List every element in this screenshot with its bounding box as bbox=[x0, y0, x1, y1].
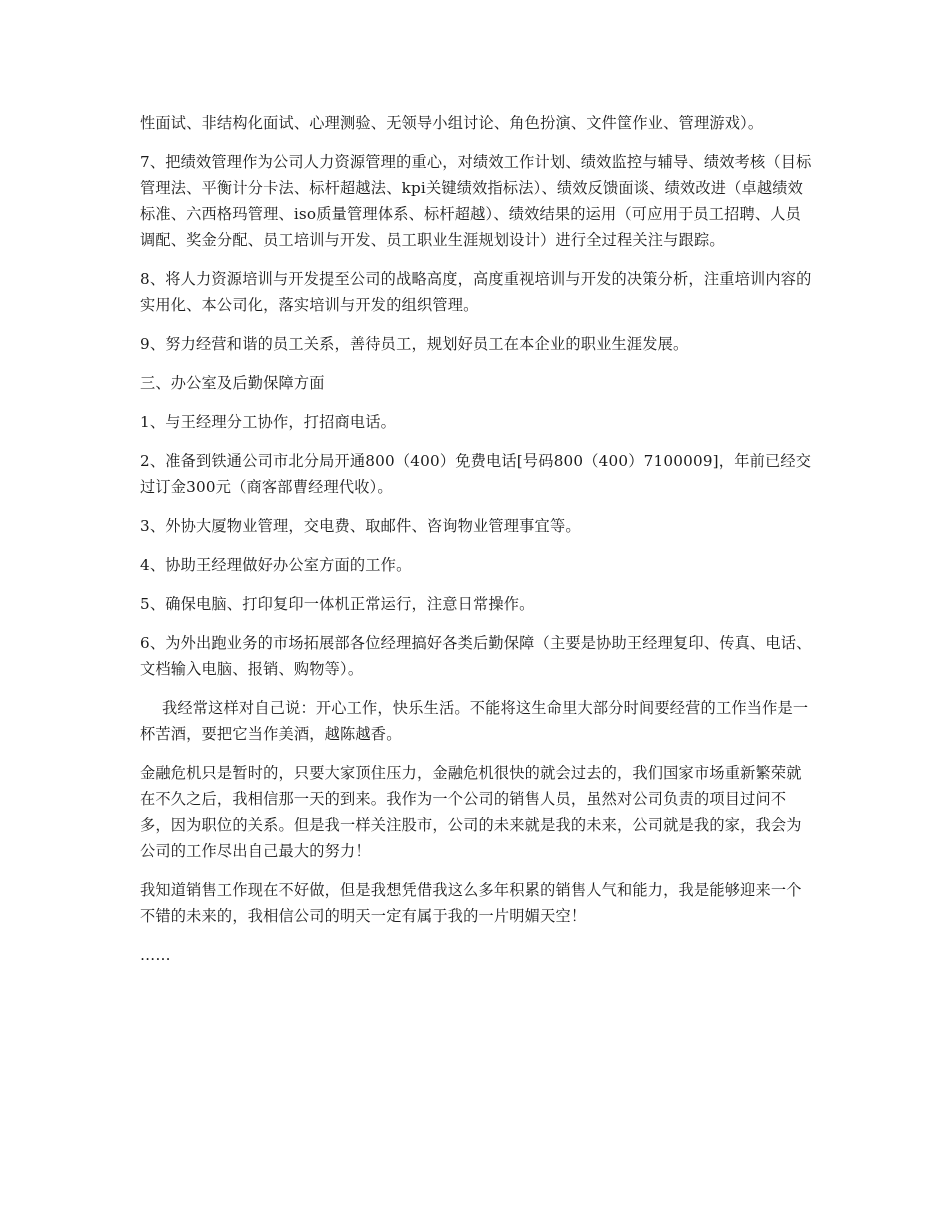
paragraph-item-3: 3、外协大厦物业管理，交电费、取邮件、咨询物业管理事宜等。 bbox=[140, 517, 581, 535]
paragraph-employee-relations: 9、努力经营和谐的员工关系，善待员工，规划好员工在本企业的职业生涯发展。 bbox=[140, 335, 689, 353]
section-heading-office-logistics: 三、办公室及后勤保障方面 bbox=[140, 374, 325, 392]
paragraph-item-1: 1、与王经理分工协作，打招商电话。 bbox=[140, 413, 397, 431]
paragraph-sales-outlook: 我知道销售工作现在不好做，但是我想凭借我这么多年积累的销售人气和能力，我是能够迎来一个不错的未来的，我相信公司的明天一定有属于我的一片明媚天空！ bbox=[140, 881, 802, 925]
paragraph-interview-methods: 性面试、非结构化面试、心理测验、无领导小组讨论、角色扮演、文件筐作业、管理游戏）。 bbox=[140, 114, 764, 132]
paragraph-item-5: 5、确保电脑、打印复印一体机正常运行，注意日常操作。 bbox=[140, 595, 535, 613]
paragraph-item-2: 2、准备到铁通公司市北分局开通800（400）免费电话[号码800（400）7100009]，年前已经交过订金300元（商客部曹经理代收）。 bbox=[140, 452, 812, 496]
paragraph-performance-management: 7、把绩效管理作为公司人力资源管理的重心，对绩效工作计划、绩效监控与辅导、绩效考核（目标管理法、平衡计分卡法、标杆超越法、kpi关键绩效指标法）、绩效反馈面谈、绩效改进（卓越绩效标准、六西格玛管理、iso质量管理体系、标杆超越）、绩效结果的运用（可应用于员工招聘、人员调配、奖金分配、员工培训与开发、员工职业生涯规划设计）进行全过程关注与跟踪。 bbox=[140, 153, 812, 249]
paragraph-ellipsis: …… bbox=[140, 946, 171, 964]
paragraph-motto: 我经常这样对自己说：开心工作，快乐生活。不能将这生命里大部分时间要经营的工作当作是一杯苦酒，要把它当作美酒，越陈越香。 bbox=[140, 699, 809, 743]
paragraph-training-development: 8、将人力资源培训与开发提至公司的战略高度，高度重视培训与开发的决策分析，注重培训内容的实用化、本公司化，落实培训与开发的组织管理。 bbox=[140, 270, 812, 314]
document-page bbox=[140, 110, 812, 981]
paragraph-financial-crisis: 金融危机只是暂时的，只要大家顶住压力，金融危机很快的就会过去的，我们国家市场重新繁荣就在不久之后，我相信那一天的到来。我作为一个公司的销售人员，虽然对公司负责的项目过问不多，因为职位的关系。但是我一样关注股市，公司的未来就是我的未来，公司就是我的家，我会为公司的工作尽出自己最大的努力！ bbox=[140, 764, 802, 860]
paragraph-item-6: 6、为外出跑业务的市场拓展部各位经理搞好各类后勤保障（主要是协助王经理复印、传真、电话、文档输入电脑、报销、购物等）。 bbox=[140, 634, 812, 678]
paragraph-item-4: 4、协助王经理做好办公室方面的工作。 bbox=[140, 556, 412, 574]
